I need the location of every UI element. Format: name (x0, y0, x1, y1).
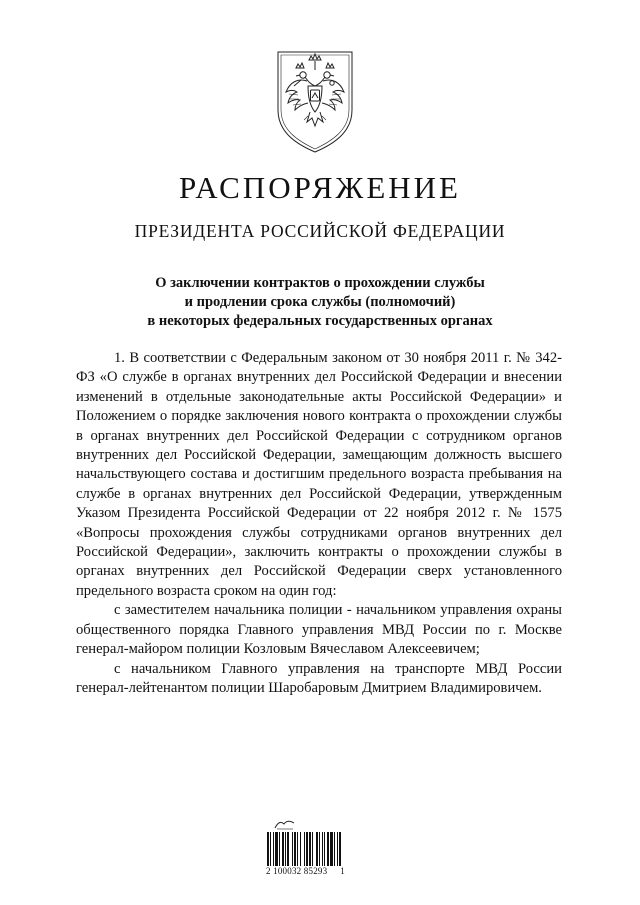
body-paragraph: с начальником Главного управления на транспорте МВД России генерал-лейтенантом полиции Шаробаровым Дмитрием Владимировичем. (76, 660, 562, 696)
body-paragraph: 1. В соответствии с Федеральным законом от 30 ноября 2011 г. № 342-ФЗ «О службе в органах внутренних дел Российской Федерации и внесении изменений в отдельные законодательные акты Российской Федерации» и Положением о порядке заключения нового контракта о прохождении службы в органах внутренних дел Российской Федерации с сотрудником органов внутренних дел Российской Федерации, замещающим должность высшего начальствующего состава и достигшим предельного возраста пребывания на службе в органах внутренних дел Российской Федерации, утвержденным Указом Президента Российской Федерации от 22 ноября 2012 г. № 1575 «Вопросы прохождения службы сотрудниками органов внутренних дел Российской Федерации», заключить контракты о прохождении службы в органах внутренних дел Российской Федерации сверх установленного предельного возраста сроком на один год: (76, 350, 562, 599)
barcode-bar (334, 832, 335, 866)
barcode-bar (306, 832, 308, 866)
barcode-bar (319, 832, 320, 866)
barcode-bar (292, 832, 293, 866)
barcode-bar (270, 832, 271, 866)
barcode-page: 1 (340, 866, 345, 876)
barcode-bar (282, 832, 284, 866)
barcode-bar (337, 832, 338, 866)
barcode-bar (330, 832, 333, 866)
barcode-bar (279, 832, 280, 866)
barcode-bar (294, 832, 296, 866)
barcode-bar (339, 832, 341, 866)
title-line: и продлении срока службы (полномочий) (184, 294, 456, 310)
barcode-bar (297, 832, 298, 866)
barcode-bar (300, 832, 301, 866)
barcode-icon (266, 832, 372, 866)
barcode-bar (267, 832, 269, 866)
barcode-bar (316, 832, 318, 866)
publisher-mark-icon (274, 818, 296, 830)
document-title (0, 274, 640, 331)
coat-of-arms-icon (274, 48, 356, 154)
barcode-bar (275, 832, 278, 866)
barcode-bar (309, 832, 311, 866)
barcode-bar (273, 832, 274, 866)
document-type: РАСПОРЯЖЕНИЕ (179, 170, 461, 205)
barcode-bar (287, 832, 289, 866)
barcode-bar (327, 832, 329, 866)
barcode-bar (322, 832, 323, 866)
barcode-bar (312, 832, 313, 866)
barcode-number-row (266, 866, 372, 877)
document-body (76, 349, 562, 698)
barcode-block (266, 818, 372, 880)
barcode-number: 2 100032 85293 (266, 866, 328, 876)
title-line: О заключении контрактов о прохождении службы (155, 275, 485, 291)
barcode-bar (304, 832, 305, 866)
barcode-bar (285, 832, 286, 866)
body-paragraph: с заместителем начальника полиции - начальником управления охраны общественного порядка Главного управления МВД России по г. Москве генерал-майором полиции Козловым Вячеславом Алексеевичем; (76, 602, 562, 658)
title-line: в некоторых федеральных государственных органах (147, 313, 493, 329)
issuing-authority: ПРЕЗИДЕНТА РОССИЙСКОЙ ФЕДЕРАЦИИ (134, 221, 506, 241)
barcode-bar (324, 832, 325, 866)
